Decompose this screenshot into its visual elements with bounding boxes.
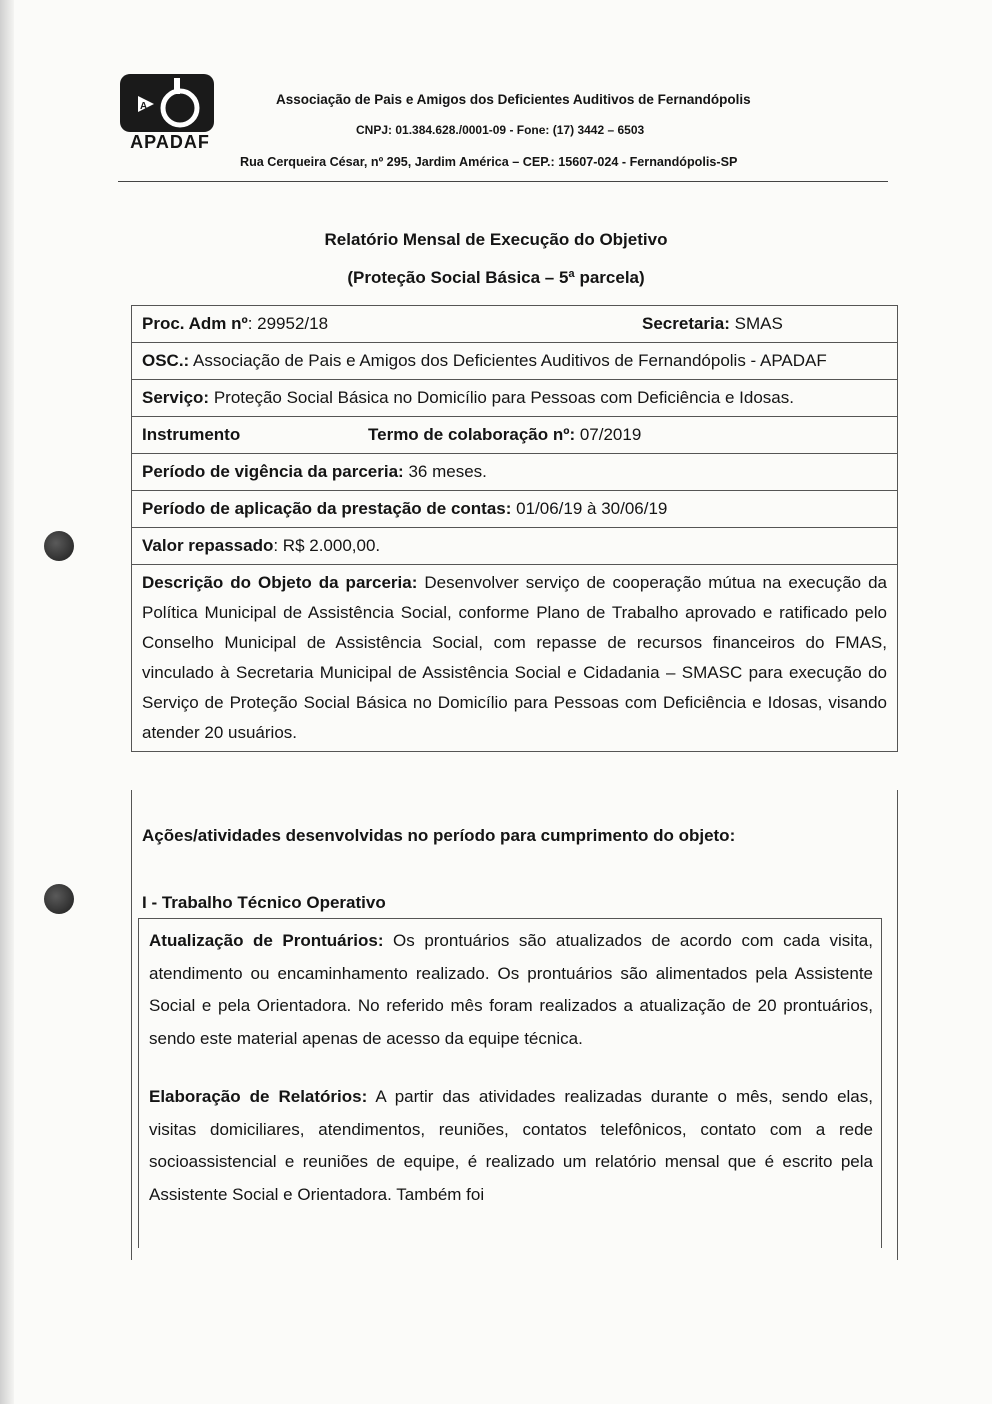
proc-value: : 29952/18: [247, 314, 329, 333]
paragraph-relatorios: [149, 1081, 873, 1211]
secretaria-label: Secretaria:: [642, 314, 730, 333]
org-name: Associação de Pais e Amigos dos Deficientes Auditivos de Fernandópolis: [276, 92, 751, 107]
aplicacao-value: 01/06/19 à 30/06/19: [511, 499, 668, 518]
relatorios-text: A partir das atividades realizadas durante o mês, sendo elas, visitas domiciliares, atendimentos, reuniões, contatos telefônicos, contato com a rede socioassistencial e reuniões de equipe, é realizado um relatório mensal que é escrito pela Assistente Social e Orientadora. Também foi: [149, 1087, 873, 1204]
section-title: I - Trabalho Técnico Operativo: [142, 893, 386, 912]
valor-label: Valor repassado: [142, 536, 274, 555]
cnpj-phone: CNPJ: 01.384.628./0001-09 - Fone: (17) 3442 – 6503: [356, 123, 645, 137]
info-table: [131, 305, 898, 752]
row-aplicacao: [132, 491, 897, 528]
logo-ear-icon: [120, 74, 214, 132]
report-subtitle: (Proteção Social Básica – 5ª parcela): [347, 268, 645, 287]
logo-text: APADAF: [130, 132, 210, 152]
row-proc: [132, 306, 897, 343]
paragraph-prontuarios: [149, 925, 873, 1055]
termo-value: 07/2019: [575, 425, 642, 444]
servico-label: Serviço:: [142, 388, 210, 407]
apadaf-logo: [118, 72, 224, 162]
proc-label: Proc. Adm nº: [142, 314, 248, 333]
row-instrumento: [132, 417, 897, 454]
actions-heading: Ações/atividades desenvolvidas no período para cumprimento do objeto:: [142, 826, 736, 845]
technical-work-box: [138, 918, 882, 1248]
logo-emblem: [120, 74, 214, 132]
row-osc: [132, 343, 897, 380]
header-divider: [118, 181, 888, 182]
punch-hole: [44, 531, 74, 561]
prontuarios-label: Atualização de Prontuários:: [149, 931, 384, 950]
osc-label: OSC.:: [142, 351, 190, 370]
servico-value: Proteção Social Básica no Domicílio para Pessoas com Deficiência e Idosas.: [209, 388, 794, 407]
descricao-label: Descrição do Objeto da parceria:: [142, 573, 418, 592]
descricao-value: Desenvolver serviço de cooperação mútua na execução da Política Municipal de Assistência Social, conforme Plano de Trabalho aprovado e ratificado pelo Conselho Municipal de Assistência Social, com repasse de recursos financeiros do FMAS, vinculado à Secretaria Municipal de Assistência Social e Cidadania – SMASC para execução do Serviço de Proteção Social Básica no Domicílio para Pessoas com Deficiência e Idosas, visando atender 20 usuários.: [142, 573, 887, 742]
prontuarios-text: Os prontuários são atualizados de acordo com cada visita, atendimento ou encaminhamento realizado. Os prontuários são alimentados pela Assistente Social e pela Orientadora. No referido mês foram realizados a atualização de 20 prontuários, sendo este material apenas de acesso da equipe técnica.: [149, 931, 873, 1048]
report-title: Relatório Mensal de Execução do Objetivo: [324, 230, 668, 249]
relatorios-label: Elaboração de Relatórios:: [149, 1087, 368, 1106]
osc-value: Associação de Pais e Amigos dos Deficientes Auditivos de Fernandópolis - APADAF: [189, 351, 827, 370]
row-valor: [132, 528, 897, 565]
page-edge: [0, 0, 14, 1404]
punch-hole: [44, 884, 74, 914]
row-vigencia: [132, 454, 897, 491]
secretaria-value: SMAS: [729, 314, 783, 333]
valor-value: : R$ 2.000,00.: [273, 536, 381, 555]
aplicacao-label: Período de aplicação da prestação de contas:: [142, 499, 512, 518]
instrumento-label: Instrumento: [142, 425, 241, 444]
termo-label: Termo de colaboração nº:: [368, 425, 576, 444]
address: Rua Cerqueira César, nº 295, Jardim América – CEP.: 15607-024 - Fernandópolis-SP: [240, 155, 738, 169]
vigencia-value: 36 meses.: [403, 462, 487, 481]
vigencia-label: Período de vigência da parceria:: [142, 462, 404, 481]
row-servico: [132, 380, 897, 417]
row-descricao: [132, 565, 897, 751]
svg-text:A: A: [140, 101, 148, 112]
